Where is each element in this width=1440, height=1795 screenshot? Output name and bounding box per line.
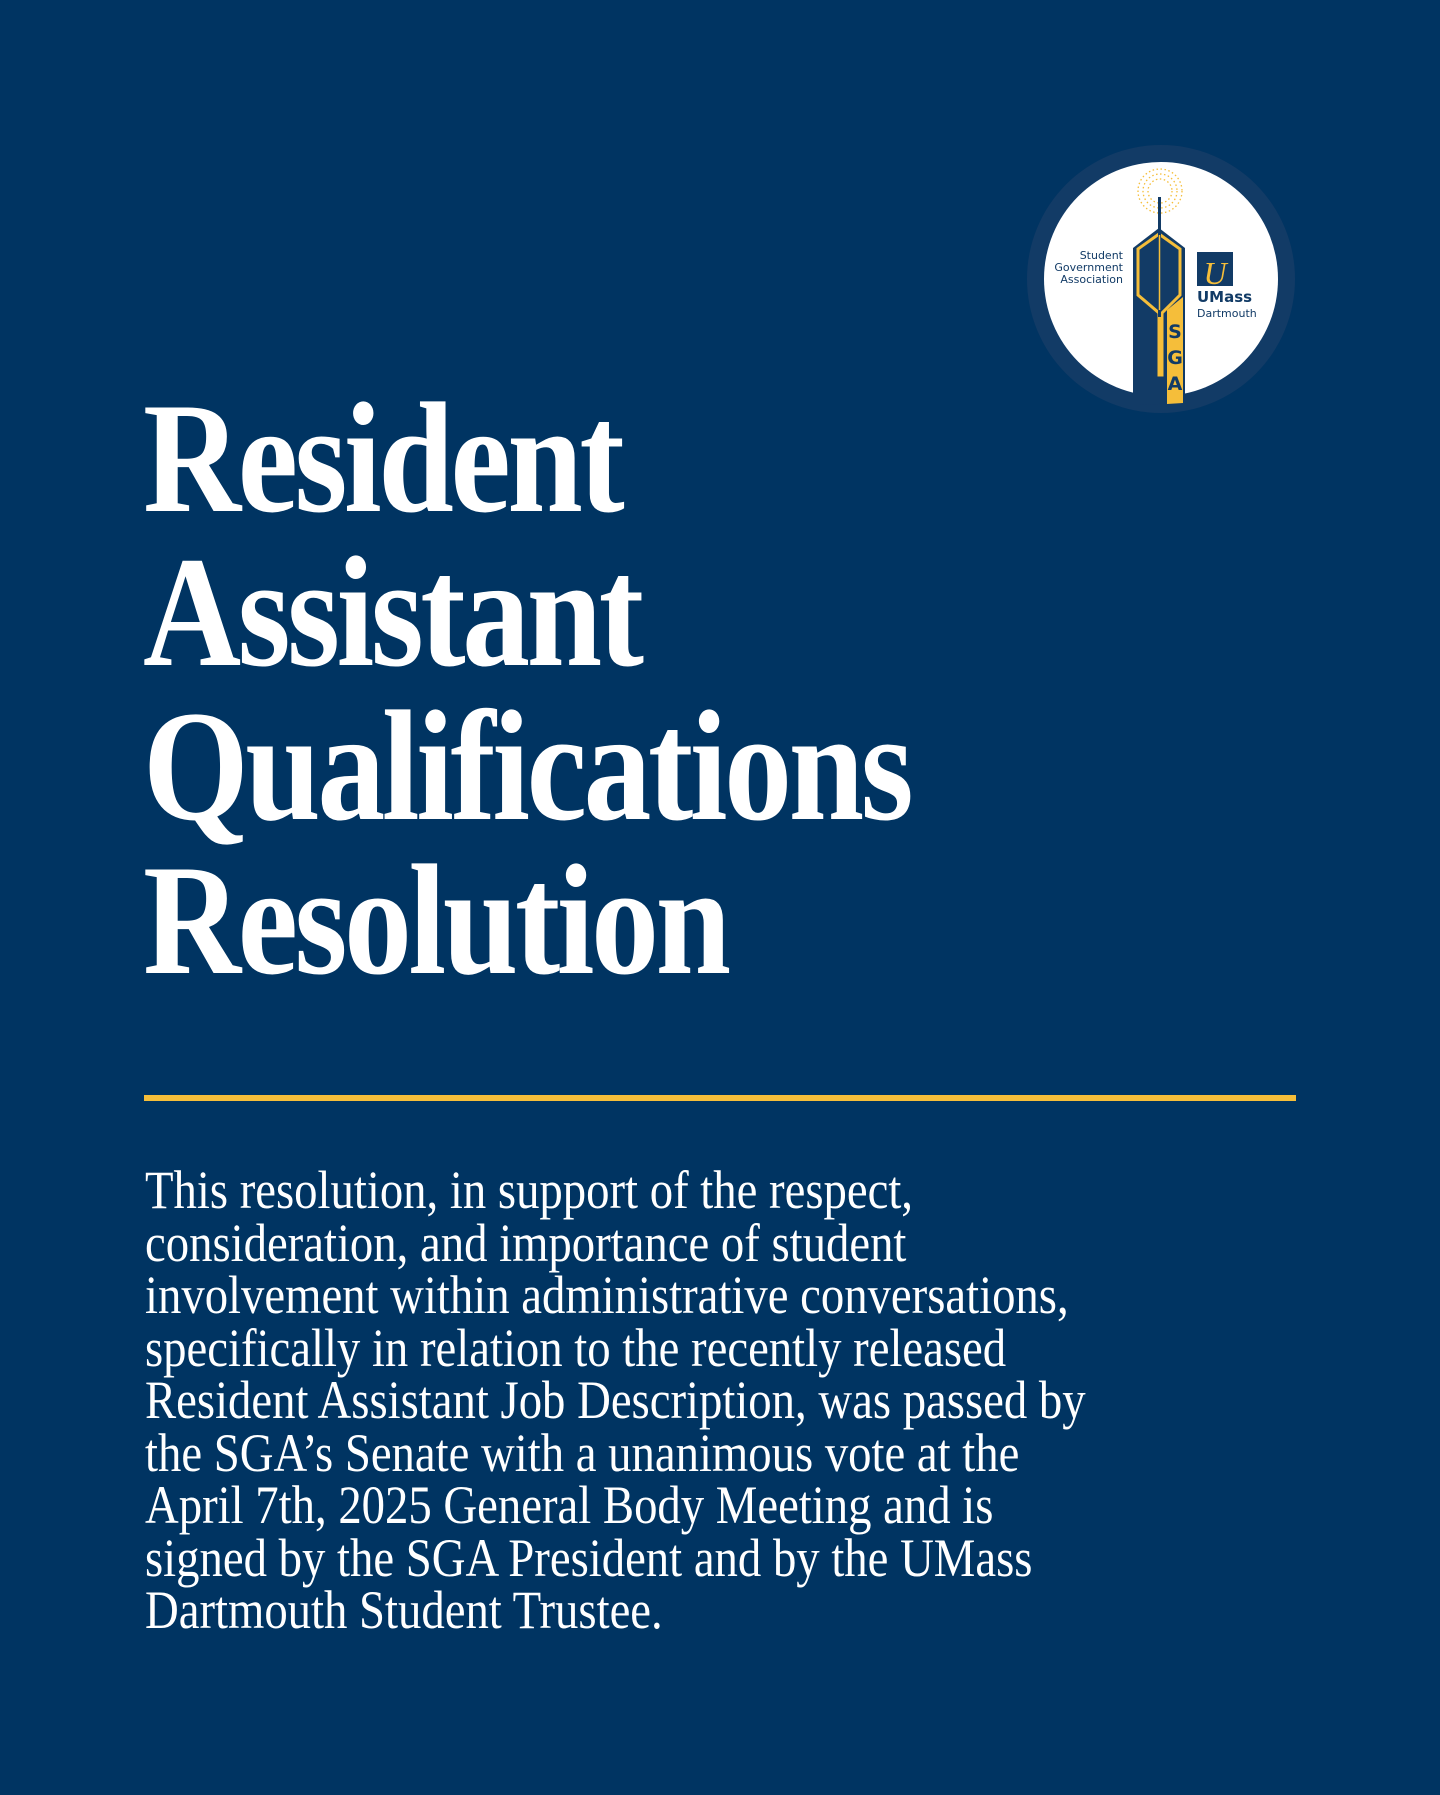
sga-tower-logo-icon bbox=[1027, 145, 1295, 413]
gold-divider bbox=[144, 1095, 1296, 1101]
page-title bbox=[143, 371, 911, 1008]
sga-umass-logo bbox=[1027, 145, 1295, 413]
svg-text:U: U bbox=[1203, 255, 1227, 291]
title-line: Assistant bbox=[143, 525, 641, 700]
svg-text:G: G bbox=[1167, 347, 1183, 369]
title-line: Resident bbox=[143, 371, 622, 546]
svg-text:Association: Association bbox=[1060, 273, 1123, 286]
svg-text:S: S bbox=[1168, 321, 1182, 343]
svg-text:Student: Student bbox=[1079, 249, 1123, 262]
svg-text:UMass: UMass bbox=[1197, 288, 1253, 306]
body-line: This resolution, in support of the respect, bbox=[145, 1160, 913, 1220]
body-line: specifically in relation to the recently released bbox=[145, 1317, 1007, 1378]
body-line: involvement within administrative conversations, bbox=[145, 1265, 1069, 1325]
resolution-description bbox=[145, 1160, 1086, 1640]
svg-text:Government: Government bbox=[1054, 261, 1123, 274]
body-line: consideration, and importance of student bbox=[145, 1212, 907, 1273]
body-line: the SGA’s Senate with a unanimous vote at the bbox=[145, 1422, 1020, 1483]
body-line: Resident Assistant Job Description, was passed by bbox=[145, 1370, 1086, 1430]
body-line: signed by the SGA President and by the UMass bbox=[145, 1527, 1033, 1588]
body-line: April 7th, 2025 General Body Meeting and is bbox=[145, 1475, 994, 1535]
body-line: Dartmouth Student Trustee. bbox=[145, 1580, 663, 1640]
title-line: Qualifications bbox=[143, 679, 911, 854]
svg-text:A: A bbox=[1167, 373, 1183, 395]
title-line: Resolution bbox=[143, 833, 728, 1008]
svg-text:Dartmouth: Dartmouth bbox=[1197, 307, 1257, 320]
